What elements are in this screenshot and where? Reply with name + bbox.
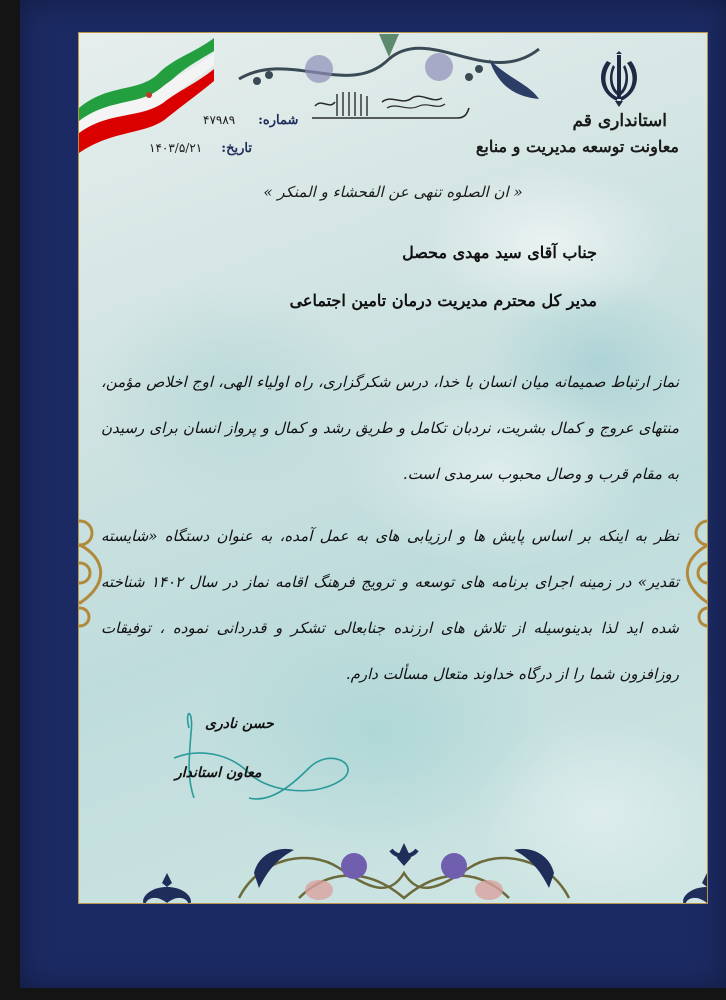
- certificate-frame: [20, 0, 726, 988]
- recipient-name: جناب آقای سید مهدی محصل: [402, 243, 597, 262]
- iran-flag-icon: [79, 33, 219, 153]
- number-value: ۴۷۹۸۹: [203, 113, 236, 127]
- handwritten-signature-icon: [159, 698, 359, 808]
- body-paragraph-2: نظر به اینکه بر اساس پایش ها و ارزیابی های به عمل آمده، به عنوان دستگاه «شایسته تقدیر» در زمینه اجرای برنامه های توسعه و ترویج فرهنگ اقامه نماز در سال ۱۴۰۲ شناخته شده اید لذا بدینوسیله از تلاش های ارزنده جنابعالی تشکر و قدردانی نموده ، توفیقات روزافزون شما را از درگاه خداوند متعال مسألت دارم.: [101, 527, 679, 683]
- signer-name: حسن نادری: [205, 716, 274, 732]
- date-value: ۱۴۰۳/۵/۲۱: [149, 141, 203, 155]
- organization-name: استانداری قم: [572, 111, 667, 131]
- right-fleur-ornament-icon: [677, 873, 708, 904]
- recipient-title: مدیر کل محترم مدیریت درمان تامین اجتماعی: [289, 291, 597, 310]
- quran-verse: « ان الصلوه تنهی عن الفحشاء و المنکر »: [263, 183, 523, 201]
- certificate-paper: [78, 32, 708, 904]
- date-label: تاریخ:: [221, 141, 252, 156]
- iran-emblem-icon: [589, 51, 649, 111]
- signer-role: معاون استاندار: [175, 765, 262, 781]
- body-paragraph-1: نماز ارتباط صمیمانه میان انسان با خدا، درس شکرگزاری، راه اولیاء الهی، اوج اخلاص مؤمن، منتهای عروج و کمال بشریت، نردبان تکامل و طریق رشد و کمال و پرواز انسان برای رسیدن به مقام قرب و وصال محبوب سرمدی است.: [101, 373, 679, 483]
- bottom-floral-ornament-icon: [179, 828, 629, 903]
- right-gold-medallion-icon: [673, 513, 708, 633]
- bismillah-calligraphy-icon: [307, 88, 477, 126]
- letter-number-row: [203, 113, 298, 128]
- letter-date-row: [149, 141, 252, 156]
- number-label: شماره:: [258, 113, 299, 128]
- left-gold-medallion-icon: [78, 513, 115, 633]
- department-name: معاونت توسعه مدیریت و منابع: [475, 137, 679, 156]
